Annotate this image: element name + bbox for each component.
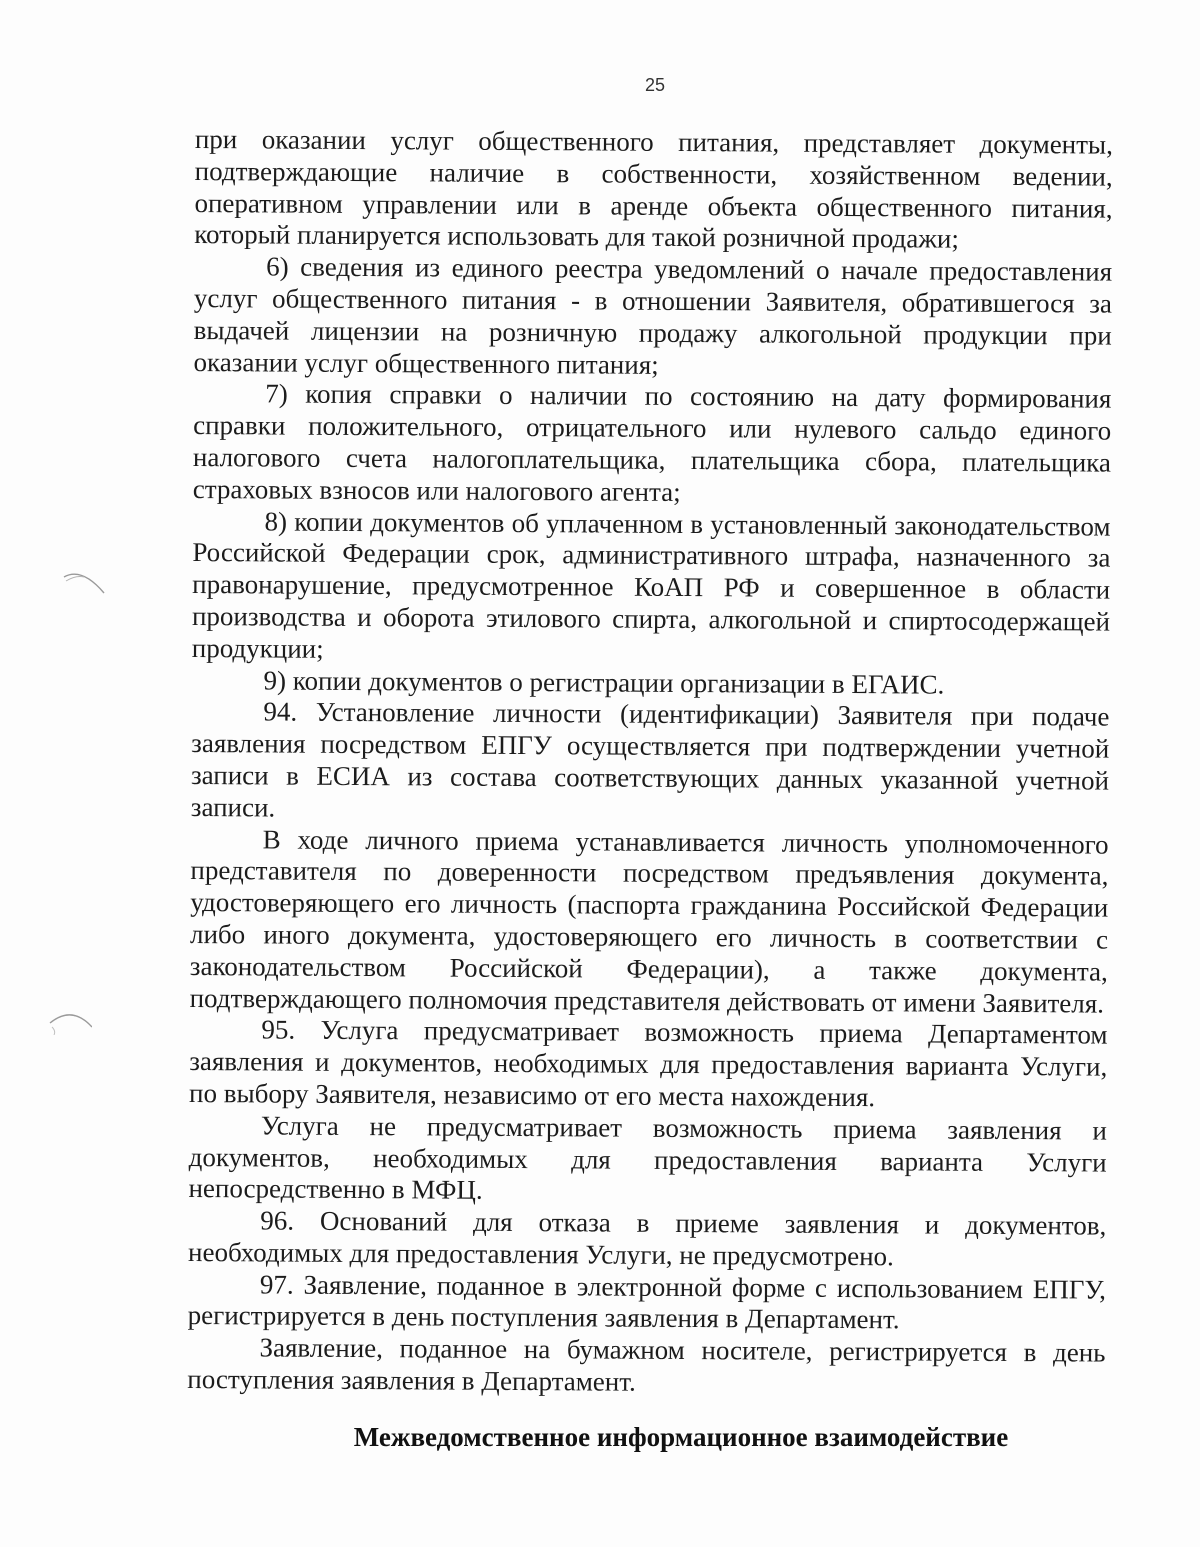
paragraph: 94. Установление личности (идентификации) Заявителя при подаче заявления посредством ЕПГУ осуществляется при подтверждении учетной записи в ЕСИА из состава соответствующих данных указанной учетной записи. (190, 696, 1110, 823)
paragraph: 95. Услуга предусматривает возможность приема Департаментом заявления и документов, необходимых для предоставления варианта Услуги, по выбору Заявителя, независимо от его места нахождения. (188, 1014, 1108, 1113)
paragraph: 8) копии документов об уплаченном в установленный законодательством Российской Федерации срок, административного штрафа, назначенного за правонарушение, предусмотренное КоАП РФ и совершенное в области производства и оборота этилового спирта, алкогольной и спиртосодержащей продукции; (191, 505, 1111, 664)
paragraph: 97. Заявление, поданное в электронной форме с использованием ЕПГУ, регистрируется в день поступления заявления в Департамент. (187, 1269, 1106, 1335)
paragraph: при оказании услуг общественного питания, представляет документы, подтверждающие наличие в собственности, хозяйственном ведении, оперативном управлении или в аренде объекта общественного питания, который планируется использовать для такой розничной продажи; (194, 124, 1113, 255)
page-number: 25 (644, 75, 666, 95)
section-heading: Межведомственное информационное взаимодействие (353, 1422, 1009, 1452)
paragraph: 7) копия справки о наличии по состоянию на дату формирования справки положительного, отрицательного или нулевого сальдо единого налогового счета налогоплательщика, плательщика сбора, плательщика страховых взносов или налогового агента; (192, 378, 1112, 507)
document-body (187, 124, 1113, 1401)
paragraph: Услуга не предусматривает возможность приема заявления и документов, необходимых для предоставления варианта Услуги непосредственно в МФЦ. (188, 1110, 1107, 1206)
paragraph: 9) копии документов о регистрации организации в ЕГАИС. (263, 664, 945, 700)
paragraph: 6) сведения из единого реестра уведомлений о начале предоставления услуг общественного питания - в отношении Заявителя, обратившегося за выдачей лицензии на розничную продажу алкогольной продукции при оказании услуг общественного питания; (193, 251, 1113, 380)
punch-hole-mark (48, 1005, 92, 1035)
punch-hole-mark (62, 565, 106, 595)
paragraph: 96. Оснований для отказа в приеме заявления и документов, необходимых для предоставления Услуги, не предусмотрено. (188, 1205, 1107, 1272)
paragraph: Заявление, поданное на бумажном носителе, регистрируется в день поступления заявления в Департамент. (187, 1332, 1106, 1397)
paragraph: В ходе личного приема устанавливается личность уполномоченного представителя по доверенности посредством предъявления документа, удостоверяющего его личность (паспорта гражданина Российской Федерации либо иного документа, удостоверяющего его личность в соответствии с законодательством Российской Федерации), а также документа, подтверждающего полномочия представителя действовать от имени Заявителя. (189, 823, 1109, 1019)
